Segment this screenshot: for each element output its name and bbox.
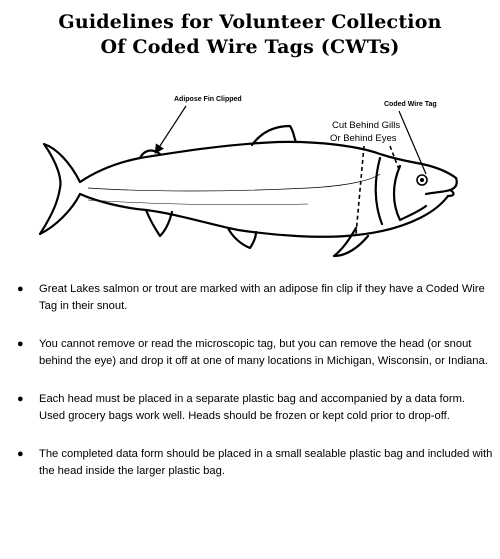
fish-pupil — [420, 178, 424, 182]
salmon-diagram — [28, 88, 476, 268]
fish-outline — [40, 126, 457, 256]
coded-wire-tag-label: Coded Wire Tag — [384, 101, 437, 108]
title-line-1: Guidelines for Volunteer Collection — [58, 11, 442, 33]
cut-line-label-2: Or Behind Eyes — [330, 133, 397, 144]
title-line-2: Of Coded Wire Tags (CWTs) — [100, 36, 400, 58]
adipose-pointer-line — [156, 106, 186, 152]
list-item: ● Each head must be placed in a separate plastic bag and accompanied by a data form. Used grocery bags work well. Heads should be frozen or kept cold prior to drop-off. — [17, 393, 466, 422]
bullet-icon: ● — [17, 448, 24, 460]
belly-line — [88, 200, 308, 205]
bullet-icon: ● — [17, 283, 24, 295]
page-title — [0, 10, 500, 60]
cut-line-label-1: Cut Behind Gills — [332, 120, 401, 131]
list-item: ● The completed data form should be placed in a small sealable plastic bag and included with the head inside the larger plastic bag. — [17, 448, 493, 477]
list-item: ● You cannot remove or read the microscopic tag, but you can remove the head (or snout behind the eye) and drop it off at one of many locations in Michigan, Wisconsin, or Indiana. — [17, 338, 488, 367]
bullet-icon: ● — [17, 393, 24, 405]
guideline-list — [14, 281, 494, 501]
adipose-fin-label: Adipose Fin Clipped — [174, 96, 242, 103]
cut-line-gills — [356, 146, 364, 234]
bullet-icon: ● — [17, 338, 24, 350]
list-item: ● Great Lakes salmon or trout are marked with an adipose fin clip if they have a Coded Wire Tag in their snout. — [17, 283, 485, 312]
lateral-line — [88, 174, 380, 191]
